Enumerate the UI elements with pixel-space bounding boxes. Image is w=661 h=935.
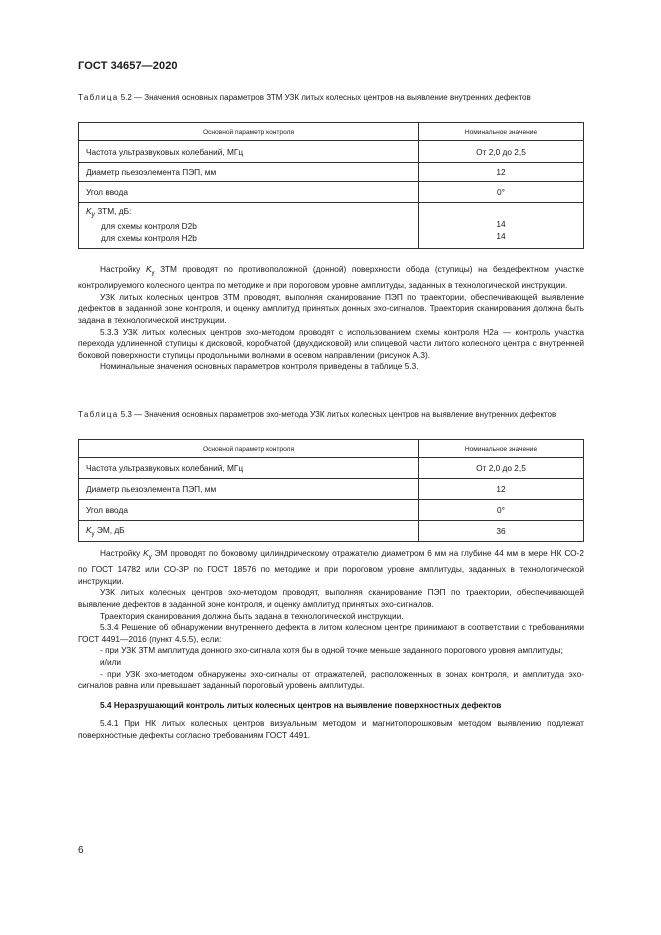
row-value: От 2,0 до 2,5	[419, 141, 584, 163]
row-value: 0°	[419, 182, 584, 203]
table-header-row	[79, 123, 584, 141]
table-5-2-caption	[78, 93, 584, 103]
ky-symbol: $K_у$	[86, 206, 95, 219]
table-5-2-caption-label: Таблица	[78, 93, 119, 102]
table-row	[79, 458, 584, 479]
table-header-row	[79, 440, 584, 458]
value-h2b: 14	[496, 230, 506, 241]
paragraph: УЗК литых колесных центров эхо-методом проводят, выполняя сканирование ПЭП по траектории, обеспечивающей выявление дефектов в заданной зоне контроля, и оценку амплитуд принятых эхо-сигналов.	[78, 587, 584, 610]
paragraph: Настройку $K_у$ ЗТМ проводят по противоположной (донной) поверхности обода (ступицы) на бездефектном участке контролируемого колесного центра по методике и при пороговом уровне амплитуды, заданных в технологической инструкции.	[78, 264, 584, 291]
row-param-ky: $K_у$ ЭМ, дБ	[79, 521, 419, 542]
table-row	[79, 203, 584, 249]
row-param: Диаметр пьезоэлемента ПЭП, мм	[79, 163, 419, 182]
table-row	[79, 141, 584, 163]
row-value: 0°	[419, 500, 584, 521]
row-value: 12	[419, 479, 584, 500]
row-value-ky	[419, 203, 584, 249]
paragraph: 5.4.1 При НК литых колесных центров визуальным методом и магнитопорошковым методом выявлению подлежат поверхностные дефекты согласно требованиям ГОСТ 4491.	[78, 718, 584, 740]
ky-symbol: $K_у$	[143, 548, 152, 561]
column-header-value: Номинальное значение	[419, 123, 584, 141]
paragraph: 5.3.4 Решение об обнаружении внутреннего дефекта в литом колесном центре принимают в соответствии с требованиями ГОСТ 4491—2016 (пункт 4.5.5), если:	[78, 622, 584, 644]
table-5-3	[78, 439, 584, 542]
column-header-param: Основной параметр контроля	[79, 123, 419, 141]
column-header-value: Номинальное значение	[419, 440, 584, 458]
table-row	[79, 182, 584, 203]
page-number: 6	[78, 845, 84, 856]
list-item: - при УЗК эхо-методом обнаружены эхо-сигналы от отражателей, расположенных в зонах контроля, и амплитуда эхо-сигналов равна или превышает заданный пороговый уровень амплитуды.	[78, 668, 584, 691]
column-header-param: Основной параметр контроля	[79, 440, 419, 458]
table-row	[79, 479, 584, 500]
table-5-2	[78, 122, 584, 249]
row-param: Угол ввода	[79, 500, 419, 521]
list-item: - при УЗК ЗТМ амплитуда донного эхо-сигнала хотя бы в одной точке меньше заданного порогового уровня амплитуды;	[100, 645, 563, 656]
table-5-2-caption-text: 5.2 — Значения основных параметров ЗТМ УЗК литых колесных центров на выявление внутренних дефектов	[120, 93, 531, 102]
sub-scheme-h2b: для схемы контроля H2b	[101, 232, 197, 243]
sub-scheme-d2b: для схемы контроля D2b	[101, 221, 197, 232]
table-row	[79, 500, 584, 521]
ky-symbol: $K_у$	[86, 524, 95, 538]
ky-symbol: $K_у$	[145, 264, 155, 277]
row-param: Частота ультразвуковых колебаний, МГц	[79, 458, 419, 479]
paragraph: 5.3.3 УЗК литых колесных центров эхо-методом проводят с использованием схемы контроля H2a — контроль участка перехода удлиненной ступицы к дисковой, коробчатой (двухдисковой) или спицевой части литого колесного центра с внутренней боковой поверхности ступицы продольными волнами в осевом направлении (рисунок А.3).	[78, 326, 584, 360]
table-row	[79, 163, 584, 182]
body-text-block-1	[78, 264, 584, 373]
value-d2b: 14	[496, 219, 506, 230]
row-param: Диаметр пьезоэлемента ПЭП, мм	[79, 479, 419, 500]
document-header: ГОСТ 34657—2020	[78, 60, 178, 72]
paragraph: Номинальные значения основных параметров контроля приведены в таблице 5.3.	[100, 361, 419, 372]
row-value: 36	[419, 521, 584, 542]
body-text-block-2	[78, 548, 584, 742]
paragraph: Настройку $K_у$ ЭМ проводят по боковому цилиндрическому отражателю диаметром 6 мм на глубине 44 мм в мере НК СО-2 по ГОСТ 14782 или СО-3Р по ГОСТ 18576 по методике и при пороговом уровне амплитуды, заданных в технологической инструкции.	[78, 548, 584, 586]
table-5-3-caption-text: 5.3 — Значения основных параметров эхо-метода УЗК литых колесных центров на выявление внутренних дефектов	[120, 410, 557, 419]
row-value: От 2,0 до 2,5	[419, 458, 584, 479]
paragraph: УЗК литых колесных центров ЗТМ проводят, выполняя сканирование ПЭП по траектории, обеспечивающей выявление дефектов в заданной зоне контроля, и оценку амплитуд принятых донных эхо-сигналов. Траектория сканирования должна быть задана в технологической инструкции.	[78, 291, 584, 326]
section-heading-5-4: 5.4 Неразрушающий контроль литых колесных центров на выявление поверхностных дефектов	[100, 699, 502, 710]
row-value: 12	[419, 163, 584, 182]
row-param-ky: $K_у$ ЗТМ, дБ: для схемы контроля D2b для схемы контроля H2b	[79, 203, 419, 249]
row-param: Частота ультразвуковых колебаний, МГц	[79, 141, 419, 163]
table-row	[79, 521, 584, 542]
row-param: Угол ввода	[79, 182, 419, 203]
table-5-3-caption	[78, 410, 584, 420]
list-connector: и/или	[100, 657, 122, 667]
paragraph: Траектория сканирования должна быть задана в технологической инструкции.	[100, 610, 404, 621]
table-5-3-caption-label: Таблица	[78, 410, 119, 419]
